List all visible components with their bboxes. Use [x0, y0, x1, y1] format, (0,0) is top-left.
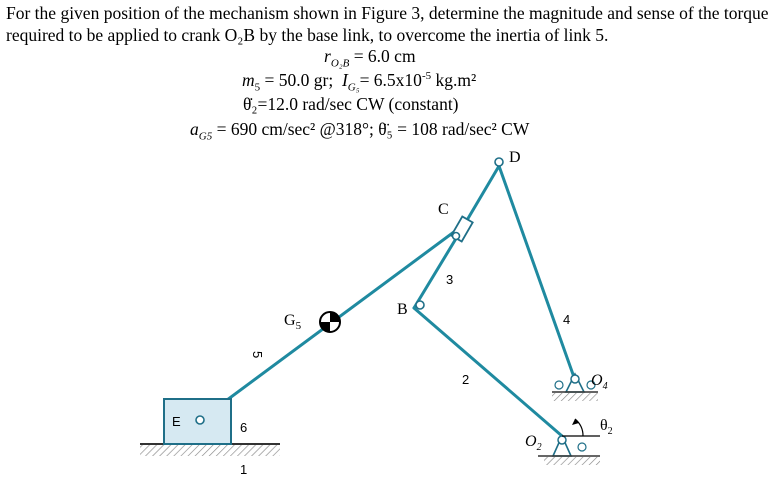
ground-pivot-o2	[538, 436, 600, 465]
link-number-6: 6	[240, 420, 248, 435]
link-number-1: 1	[240, 462, 248, 477]
label-b: B	[397, 301, 408, 318]
label-d: D	[509, 149, 521, 166]
label-c: C	[438, 201, 449, 218]
problem-statement: For the given position of the mechanism shown in Figure 3, determine the magnitude and sense of the torque required to be applied to crank O₂B by the base link, to overcome the inertia of link 5.	[6, 3, 769, 45]
label-e: E	[172, 414, 181, 429]
equation-acceleration: $a_{G5} = 690$ cm/sec² @318°; θ̈₅ = 108 rad/sec² CW	[190, 119, 530, 143]
theta2-angle-arc	[562, 419, 600, 436]
label-g5: $G_5$	[284, 312, 302, 332]
link-4	[499, 166, 575, 380]
equation-mass-inertia: $m_5 = 50.0$ gr; $I_{G_5}= 6.5x10^{-5}$ kg.m²	[242, 70, 477, 94]
link-number-3: 3	[446, 272, 454, 287]
joint-e	[196, 416, 204, 424]
link-number-5: 5	[250, 351, 265, 359]
link-2	[414, 308, 562, 436]
joint-c	[453, 233, 460, 240]
label-o4: $O_4$	[591, 372, 608, 392]
label-theta2: $\theta_2$	[600, 417, 613, 437]
ground-link-1	[140, 444, 280, 456]
link-number-2: 2	[462, 372, 470, 387]
joint-b	[416, 301, 424, 309]
equation-angular-velocity: θ̇₂=12.0 rad/sec CW (constant)	[243, 94, 459, 114]
joint-d	[495, 158, 503, 166]
equation-crank-length: $r_{O_2B} = 6.0$ cm	[324, 46, 416, 70]
center-of-mass-g5-icon	[320, 312, 340, 332]
link-number-4: 4	[563, 312, 571, 327]
label-o2: $O_2$	[525, 433, 542, 453]
